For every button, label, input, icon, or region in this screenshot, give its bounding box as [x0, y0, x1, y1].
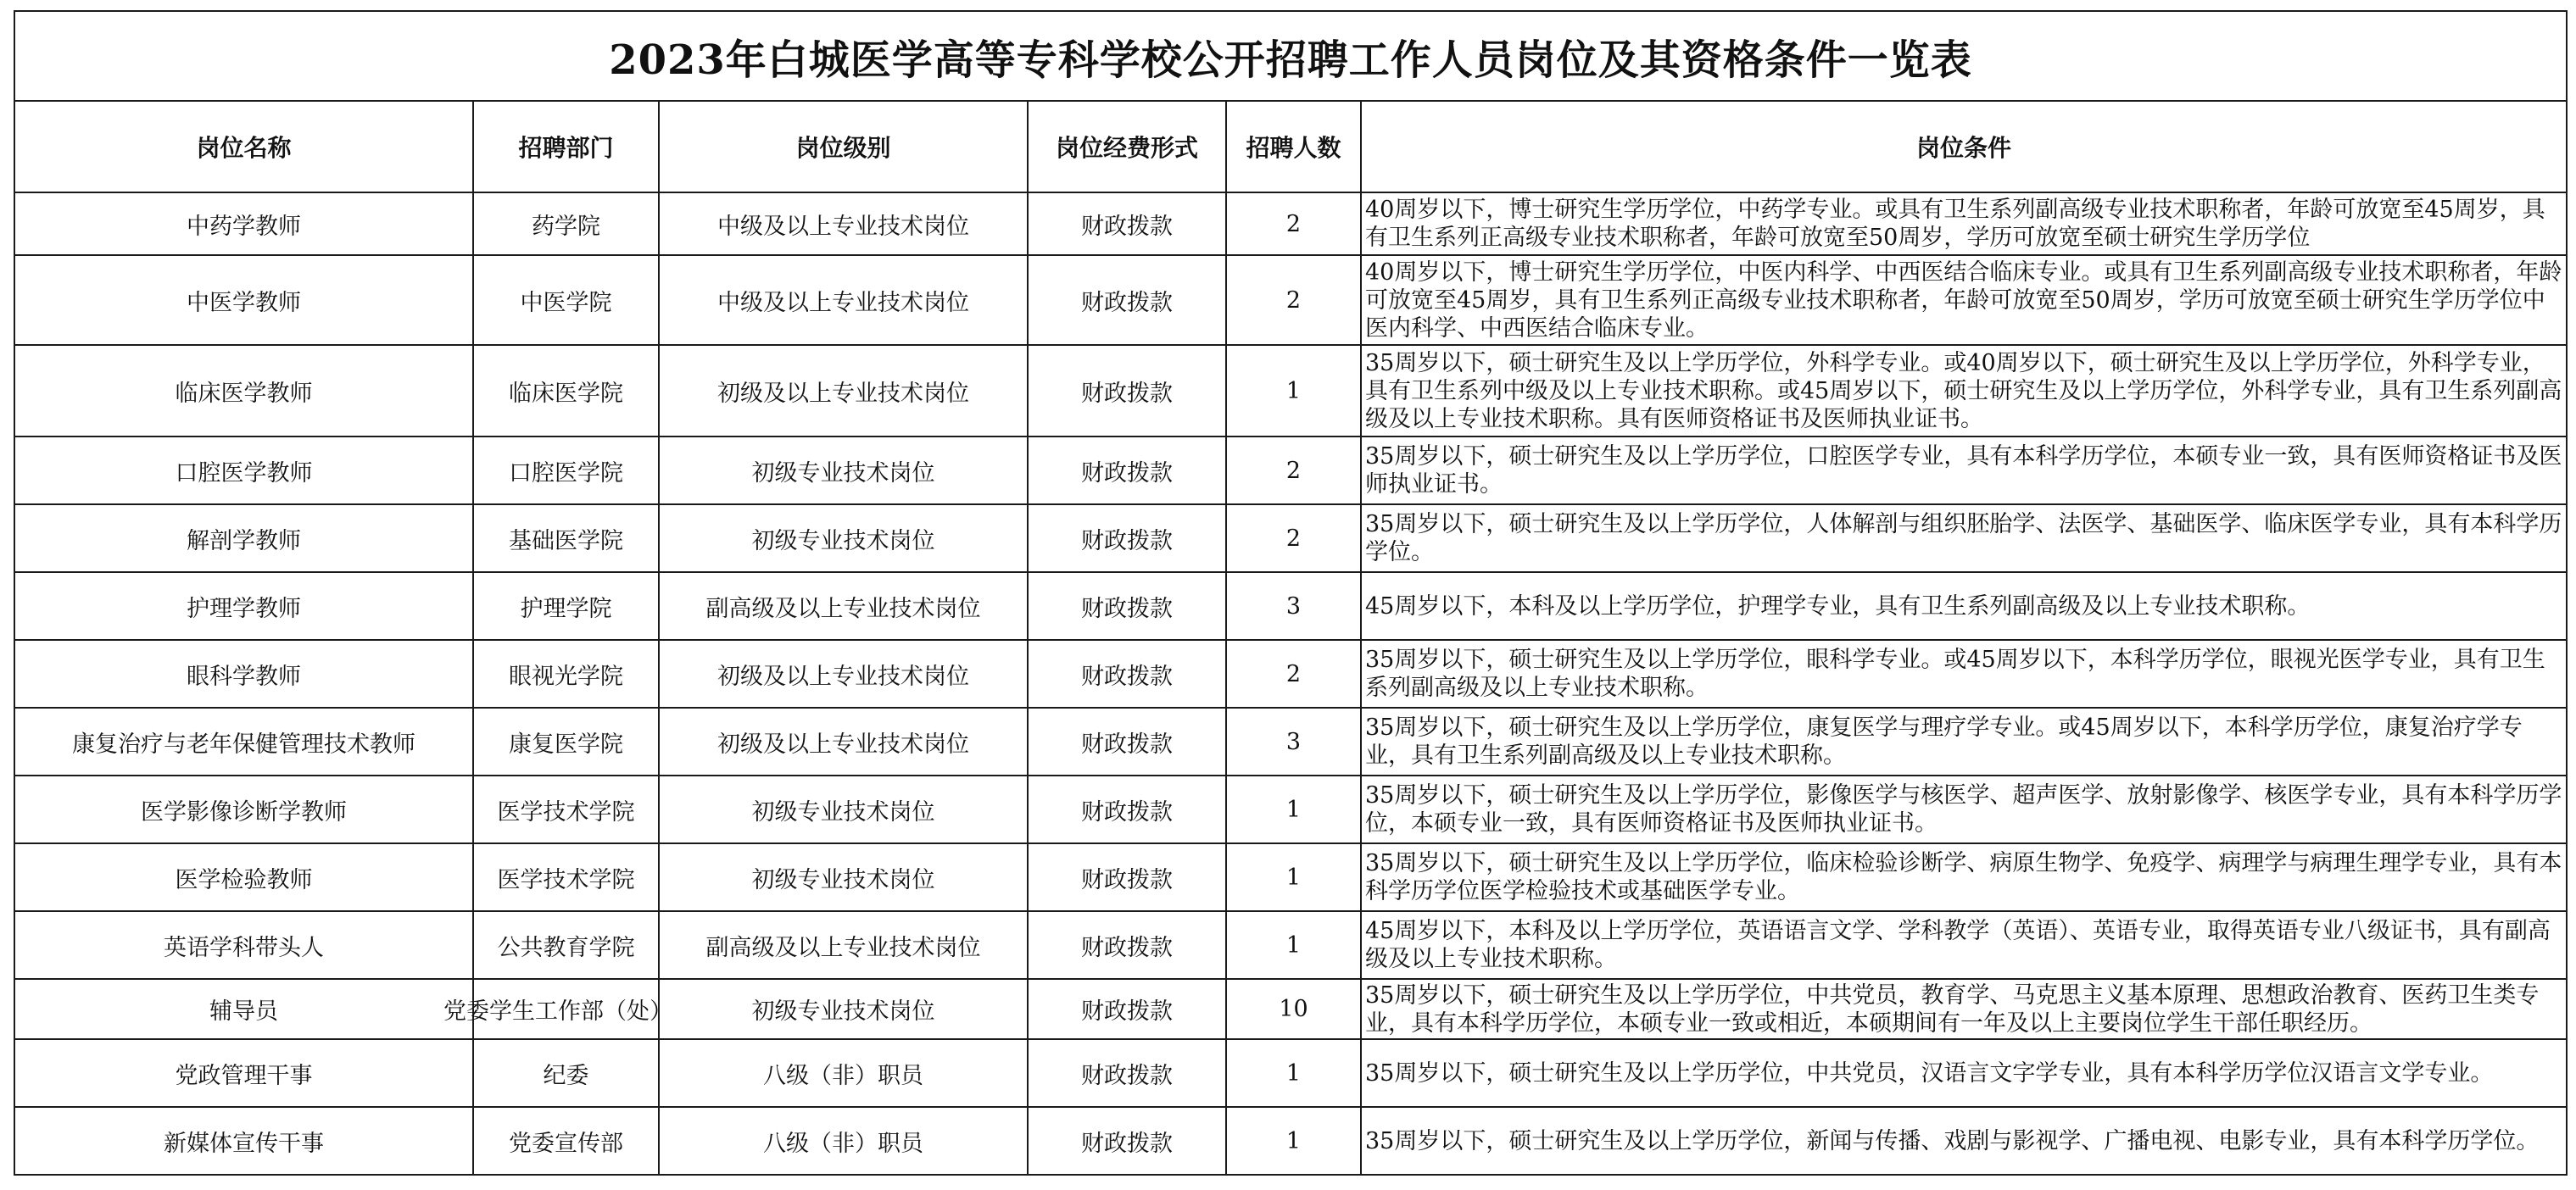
- count-cell: 3: [1226, 708, 1361, 776]
- conditions-cell: [1361, 776, 2567, 843]
- conditions-text: 45周岁以下，本科及以上学历学位，英语语言文学、学科教学（英语）、英语专业，取得英语专业八级证书，具有副高级及以上专业技术职称。: [1365, 918, 2551, 972]
- department-cell: 党委宣传部: [473, 1107, 659, 1175]
- department-cell: 药学院: [473, 192, 659, 255]
- count-cell: 1: [1226, 1107, 1361, 1175]
- conditions-text: 35周岁以下，硕士研究生及以上学历学位，人体解剖与组织胚胎学、法医学、基础医学、临床医学专业，具有本科学历学位。: [1365, 511, 2562, 565]
- conditions-cell: [1361, 708, 2567, 776]
- conditions-cell: [1361, 437, 2567, 504]
- conditions-cell: [1361, 911, 2567, 979]
- position-cell: 英语学科带头人: [14, 911, 473, 979]
- table-row: [14, 979, 2567, 1039]
- funding-cell: 财政拨款: [1028, 192, 1226, 255]
- position-cell: 眼科学教师: [14, 640, 473, 708]
- level-cell: 初级及以上专业技术岗位: [659, 708, 1028, 776]
- header-funding: 岗位经费形式: [1028, 101, 1226, 192]
- table-title: 2023年白城医学高等专科学校公开招聘工作人员岗位及其资格条件一览表: [14, 11, 2567, 101]
- conditions-text: 35周岁以下，硕士研究生及以上学历学位，外科学专业。或40周岁以下，硕士研究生及以上学历学位，外科学专业，具有卫生系列中级及以上专业技术职称。或45周岁以下，硕士研究生及以上学历学位，外科学专业，具有卫生系列副高级及以上专业技术职称。具有医师资格证书及医师执业证书。: [1365, 349, 2562, 432]
- department-cell: 党委学生工作部（处）: [473, 979, 659, 1039]
- department-cell: 眼视光学院: [473, 640, 659, 708]
- funding-cell: 财政拨款: [1028, 1107, 1226, 1175]
- conditions-text: 35周岁以下，硕士研究生及以上学历学位，口腔医学专业，具有本科学历学位，本硕专业一致，具有医师资格证书及医师执业证书。: [1365, 443, 2562, 498]
- position-cell: 护理学教师: [14, 572, 473, 640]
- level-cell: 初级及以上专业技术岗位: [659, 640, 1028, 708]
- table-row: [14, 911, 2567, 979]
- department-cell: 医学技术学院: [473, 843, 659, 911]
- table-row: [14, 437, 2567, 504]
- level-cell: 副高级及以上专业技术岗位: [659, 911, 1028, 979]
- table-row: [14, 192, 2567, 255]
- department-cell: 口腔医学院: [473, 437, 659, 504]
- count-cell: 1: [1226, 345, 1361, 437]
- conditions-cell: [1361, 572, 2567, 640]
- table-row: [14, 1039, 2567, 1107]
- conditions-text: 40周岁以下，博士研究生学历学位，中药学专业。或具有卫生系列副高级专业技术职称者，年龄可放宽至45周岁，具有卫生系列正高级专业技术职称者，年龄可放宽至50周岁，学历可放宽至硕士研究生学历学位: [1365, 197, 2545, 251]
- header-conditions: 岗位条件: [1361, 101, 2567, 192]
- header-position: 岗位名称: [14, 101, 473, 192]
- recruitment-table: [14, 10, 2568, 1176]
- table-row: [14, 255, 2567, 345]
- conditions-text: 35周岁以下，硕士研究生及以上学历学位，中共党员，汉语言文字学专业，具有本科学历学位汉语言文学专业。: [1365, 1059, 2494, 1087]
- department-cell: 基础医学院: [473, 504, 659, 572]
- level-cell: 中级及以上专业技术岗位: [659, 192, 1028, 255]
- department-cell: 中医学院: [473, 255, 659, 345]
- header-count: 招聘人数: [1226, 101, 1361, 192]
- funding-cell: 财政拨款: [1028, 255, 1226, 345]
- table-row: [14, 776, 2567, 843]
- level-cell: 初级专业技术岗位: [659, 776, 1028, 843]
- position-cell: 中医学教师: [14, 255, 473, 345]
- conditions-cell: [1361, 255, 2567, 345]
- department-cell: 护理学院: [473, 572, 659, 640]
- count-cell: 10: [1226, 979, 1361, 1039]
- table-row: [14, 843, 2567, 911]
- funding-cell: 财政拨款: [1028, 437, 1226, 504]
- department-cell: 临床医学院: [473, 345, 659, 437]
- level-cell: 初级专业技术岗位: [659, 843, 1028, 911]
- funding-cell: 财政拨款: [1028, 979, 1226, 1039]
- table-row: [14, 572, 2567, 640]
- level-cell: 初级专业技术岗位: [659, 437, 1028, 504]
- conditions-text: 35周岁以下，硕士研究生及以上学历学位，临床检验诊断学、病原生物学、免疫学、病理学与病理生理学专业，具有本科学历学位医学检验技术或基础医学专业。: [1365, 850, 2562, 904]
- table-row: [14, 345, 2567, 437]
- conditions-text: 45周岁以下，本科及以上学历学位，护理学专业，具有卫生系列副高级及以上专业技术职称。: [1365, 592, 2311, 620]
- count-cell: 3: [1226, 572, 1361, 640]
- table-row: [14, 708, 2567, 776]
- department-cell: 公共教育学院: [473, 911, 659, 979]
- header-level: 岗位级别: [659, 101, 1028, 192]
- count-cell: 2: [1226, 504, 1361, 572]
- funding-cell: 财政拨款: [1028, 708, 1226, 776]
- funding-cell: 财政拨款: [1028, 504, 1226, 572]
- funding-cell: 财政拨款: [1028, 843, 1226, 911]
- count-cell: 1: [1226, 843, 1361, 911]
- count-cell: 1: [1226, 776, 1361, 843]
- conditions-cell: [1361, 504, 2567, 572]
- table-row: [14, 640, 2567, 708]
- count-cell: 2: [1226, 640, 1361, 708]
- funding-cell: 财政拨款: [1028, 776, 1226, 843]
- conditions-text: 40周岁以下，博士研究生学历学位，中医内科学、中西医结合临床专业。或具有卫生系列副高级专业技术职称者，年龄可放宽至45周岁，具有卫生系列正高级专业技术职称者，年龄可放宽至50周岁，学历可放宽至硕士研究生学历学位中医内科学、中西医结合临床专业。: [1365, 259, 2562, 342]
- level-cell: 八级（非）职员: [659, 1039, 1028, 1107]
- header-department: 招聘部门: [473, 101, 659, 192]
- table-row: [14, 504, 2567, 572]
- position-cell: 党政管理干事: [14, 1039, 473, 1107]
- position-cell: 解剖学教师: [14, 504, 473, 572]
- position-cell: 辅导员: [14, 979, 473, 1039]
- funding-cell: 财政拨款: [1028, 911, 1226, 979]
- conditions-cell: [1361, 192, 2567, 255]
- count-cell: 1: [1226, 911, 1361, 979]
- count-cell: 2: [1226, 192, 1361, 255]
- position-cell: 口腔医学教师: [14, 437, 473, 504]
- conditions-text: 35周岁以下，硕士研究生及以上学历学位，新闻与传播、戏剧与影视学、广播电视、电影专业，具有本科学历学位。: [1365, 1127, 2540, 1154]
- position-cell: 康复治疗与老年保健管理技术教师: [14, 708, 473, 776]
- conditions-text: 35周岁以下，硕士研究生及以上学历学位，影像医学与核医学、超声医学、放射影像学、核医学专业，具有本科学历学位，本硕专业一致，具有医师资格证书及医师执业证书。: [1365, 782, 2562, 837]
- level-cell: 初级及以上专业技术岗位: [659, 345, 1028, 437]
- department-cell: 纪委: [473, 1039, 659, 1107]
- level-cell: 初级专业技术岗位: [659, 979, 1028, 1039]
- level-cell: 中级及以上专业技术岗位: [659, 255, 1028, 345]
- conditions-cell: [1361, 640, 2567, 708]
- funding-cell: 财政拨款: [1028, 1039, 1226, 1107]
- conditions-text: 35周岁以下，硕士研究生及以上学历学位，眼科学专业。或45周岁以下，本科学历学位，眼视光医学专业，具有卫生系列副高级及以上专业技术职称。: [1365, 647, 2545, 701]
- position-cell: 新媒体宣传干事: [14, 1107, 473, 1175]
- conditions-cell: [1361, 345, 2567, 437]
- spreadsheet: [14, 10, 2566, 1182]
- funding-cell: 财政拨款: [1028, 572, 1226, 640]
- level-cell: 初级专业技术岗位: [659, 504, 1028, 572]
- header-row: [14, 101, 2567, 192]
- conditions-cell: [1361, 843, 2567, 911]
- count-cell: 2: [1226, 255, 1361, 345]
- conditions-cell: [1361, 979, 2567, 1039]
- position-cell: 医学影像诊断学教师: [14, 776, 473, 843]
- level-cell: 八级（非）职员: [659, 1107, 1028, 1175]
- position-cell: 医学检验教师: [14, 843, 473, 911]
- conditions-cell: [1361, 1039, 2567, 1107]
- department-cell: 康复医学院: [473, 708, 659, 776]
- count-cell: 1: [1226, 1039, 1361, 1107]
- position-cell: 临床医学教师: [14, 345, 473, 437]
- department-cell: 医学技术学院: [473, 776, 659, 843]
- level-cell: 副高级及以上专业技术岗位: [659, 572, 1028, 640]
- funding-cell: 财政拨款: [1028, 345, 1226, 437]
- funding-cell: 财政拨款: [1028, 640, 1226, 708]
- conditions-text: 35周岁以下，硕士研究生及以上学历学位，中共党员，教育学、马克思主义基本原理、思想政治教育、医药卫生类专业，具有本科学历学位，本硕专业一致或相近，本硕期间有一年及以上主要岗位学生干部任职经历。: [1365, 981, 2540, 1037]
- conditions-cell: [1361, 1107, 2567, 1175]
- table-row: [14, 1107, 2567, 1175]
- position-cell: 中药学教师: [14, 192, 473, 255]
- conditions-text: 35周岁以下，硕士研究生及以上学历学位，康复医学与理疗学专业。或45周岁以下，本科学历学位，康复治疗学专业，具有卫生系列副高级及以上专业技术职称。: [1365, 715, 2523, 769]
- count-cell: 2: [1226, 437, 1361, 504]
